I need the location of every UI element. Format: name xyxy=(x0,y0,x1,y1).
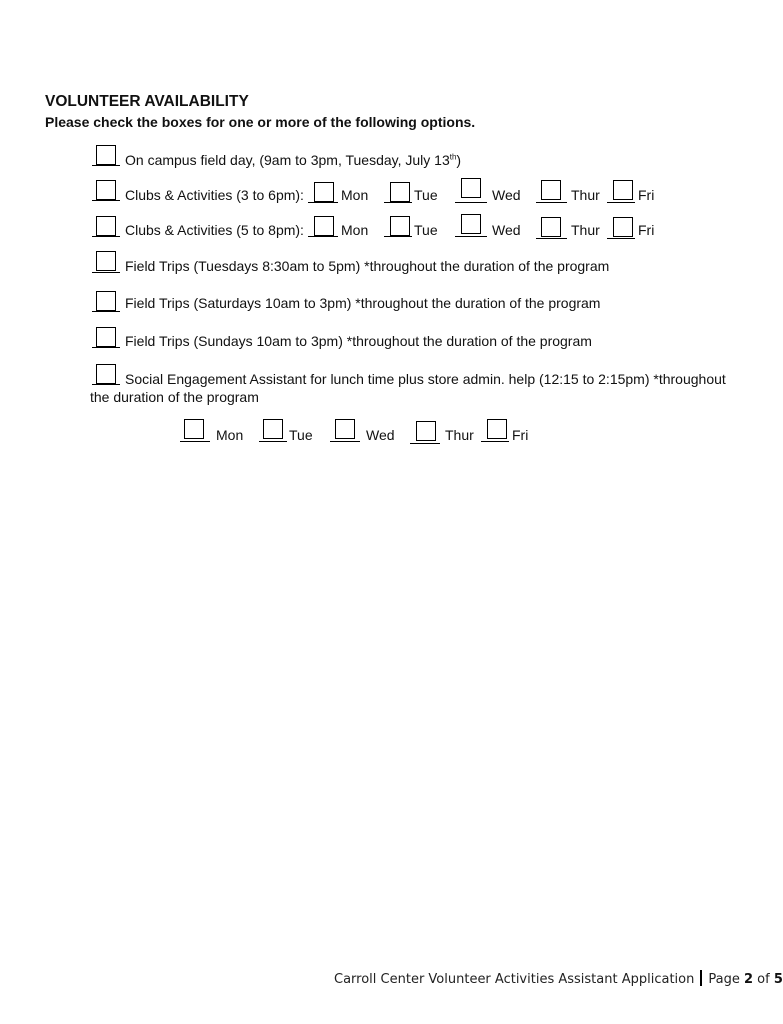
underline xyxy=(92,200,120,201)
clubs-3-6-tue-label: Tue xyxy=(414,187,438,203)
footer-of-word: of xyxy=(757,972,770,987)
underline xyxy=(481,441,509,442)
social-mon-label: Mon xyxy=(216,427,244,443)
social-tue-checkbox[interactable] xyxy=(263,419,283,439)
underline xyxy=(384,236,412,237)
underline xyxy=(92,311,120,312)
trips-sun-label: Field Trips (Sundays 10am to 3pm) *throughout the duration of the program xyxy=(125,333,592,349)
social-thur-label: Thur xyxy=(445,427,474,443)
clubs-5-8-label: Clubs & Activities (5 to 8pm): xyxy=(125,222,304,238)
clubs-3-6-mon-label: Mon xyxy=(341,187,369,203)
underline xyxy=(259,441,287,442)
clubs-3-6-label: Clubs & Activities (3 to 6pm): xyxy=(125,187,304,203)
clubs-3-6-fri-checkbox[interactable] xyxy=(613,180,633,200)
trips-tue-checkbox[interactable] xyxy=(96,251,116,271)
clubs-5-8-thur-label: Thur xyxy=(571,222,600,238)
clubs-5-8-tue-label: Tue xyxy=(414,222,438,238)
field-day-label xyxy=(125,152,461,168)
underline xyxy=(308,202,338,203)
underline xyxy=(92,236,120,237)
social-fri-checkbox[interactable] xyxy=(487,419,507,439)
footer-page-num: 2 xyxy=(743,972,754,987)
social-mon-checkbox[interactable] xyxy=(184,419,204,439)
date-suffix: th xyxy=(449,152,457,162)
clubs-5-8-tue-checkbox[interactable] xyxy=(390,216,410,236)
social-tue-label: Tue xyxy=(289,427,313,443)
clubs-3-6-wed-checkbox[interactable] xyxy=(461,178,481,198)
clubs-5-8-thur-checkbox[interactable] xyxy=(541,217,561,237)
underline xyxy=(92,272,120,273)
underline xyxy=(536,238,567,239)
social-label-line1: Social Engagement Assistant for lunch time plus store admin. help (12:15 to 2:15pm) *throughout xyxy=(125,371,726,387)
underline xyxy=(180,441,210,442)
underline xyxy=(607,202,635,203)
underline xyxy=(92,347,120,348)
clubs-3-6-tue-checkbox[interactable] xyxy=(390,182,410,202)
clubs-3-6-thur-label: Thur xyxy=(571,187,600,203)
underline xyxy=(410,443,440,444)
clubs-3-6-checkbox[interactable] xyxy=(96,180,116,200)
trips-sat-checkbox[interactable] xyxy=(96,291,116,311)
footer-divider xyxy=(700,970,702,986)
clubs-5-8-mon-checkbox[interactable] xyxy=(314,216,334,236)
clubs-3-6-fri-label: Fri xyxy=(638,187,655,203)
field-day-close: ) xyxy=(456,152,462,168)
trips-tue-label: Field Trips (Tuesdays 8:30am to 5pm) *throughout the duration of the program xyxy=(125,258,610,274)
underline xyxy=(607,238,635,239)
social-thur-checkbox[interactable] xyxy=(416,421,436,441)
social-label-line2: the duration of the program xyxy=(90,389,259,405)
clubs-5-8-wed-label: Wed xyxy=(492,222,521,238)
page-title: VOLUNTEER AVAILABILITY xyxy=(45,93,249,110)
clubs-3-6-thur-checkbox[interactable] xyxy=(541,180,561,200)
underline xyxy=(330,441,360,442)
instructions-text: Please check the boxes for one or more of the following options. xyxy=(45,114,476,130)
footer-doc-title: Carroll Center Volunteer Activities Assistant Application xyxy=(334,972,695,987)
field-day-checkbox[interactable] xyxy=(96,145,116,165)
field-day-text: On campus field day, (9am to 3pm, Tuesday, July 13 xyxy=(125,152,450,168)
underline xyxy=(455,202,487,203)
social-checkbox[interactable] xyxy=(96,364,116,384)
underline xyxy=(384,202,412,203)
social-wed-label: Wed xyxy=(366,427,395,443)
page-footer xyxy=(334,970,783,987)
social-wed-checkbox[interactable] xyxy=(335,419,355,439)
clubs-3-6-mon-checkbox[interactable] xyxy=(314,182,334,202)
underline xyxy=(536,202,567,203)
social-fri-label: Fri xyxy=(512,427,529,443)
footer-page-total: 5 xyxy=(773,972,783,987)
underline xyxy=(92,384,120,385)
clubs-3-6-wed-label: Wed xyxy=(492,187,521,203)
clubs-5-8-checkbox[interactable] xyxy=(96,216,116,236)
clubs-5-8-fri-label: Fri xyxy=(638,222,655,238)
clubs-5-8-wed-checkbox[interactable] xyxy=(461,214,481,234)
clubs-5-8-mon-label: Mon xyxy=(341,222,369,238)
clubs-5-8-fri-checkbox[interactable] xyxy=(613,217,633,237)
footer-page-word: Page xyxy=(708,972,740,987)
underline xyxy=(455,236,487,237)
underline xyxy=(308,236,338,237)
underline xyxy=(92,165,120,166)
trips-sun-checkbox[interactable] xyxy=(96,327,116,347)
trips-sat-label: Field Trips (Saturdays 10am to 3pm) *throughout the duration of the program xyxy=(125,295,601,311)
